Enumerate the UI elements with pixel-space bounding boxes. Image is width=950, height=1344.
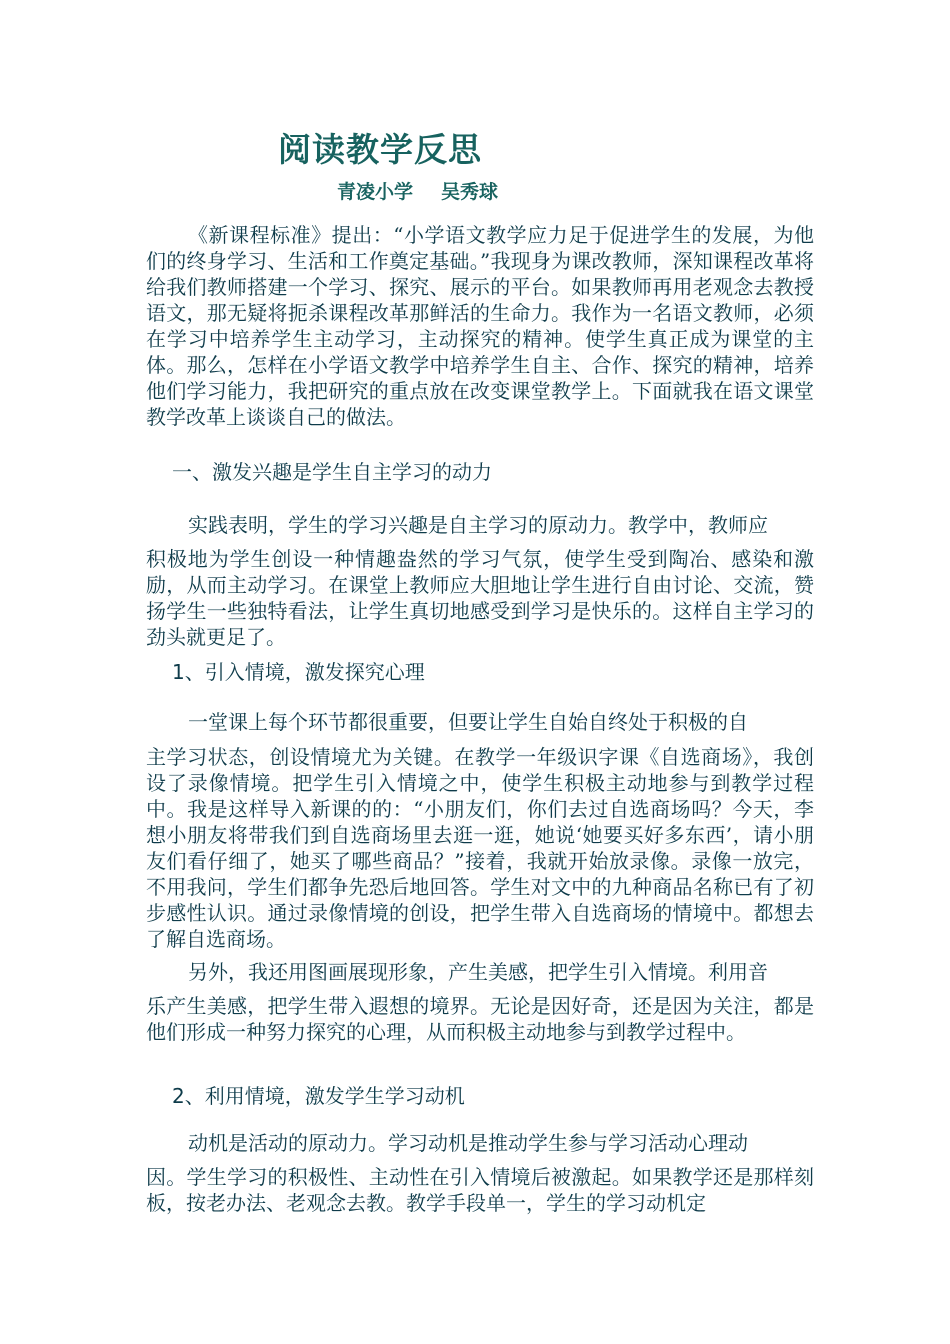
- paragraph-3-body: 主学习状态，创设情境尤为关键。在教学一年级识字课《自选商场》，我创设了录像情境。把学生引入情境之中，使学生积极主动地参与到教学过程中。我是这样导入新课的的：“小朋友们，你们去过自选商场吗？今天，李想小朋友将带我们到自选商场里去逛一逛，她说‘她要买好多东西’，请小朋友们看仔细了，她买了哪些商品？”接着，我就开始放录像。录像一放完，不用我问，学生们都争先恐后地回答。学生对文中的九种商品名称已有了初步感性认识。通过录像情境的创设，把学生带入自选商场的情境中。都想去了解自选商场。: [146, 745, 814, 951]
- paragraph-2-first-line: 实践表明，学生的学习兴趣是自主学习的原动力。教学中，教师应: [188, 513, 768, 537]
- author-school: 青凌小学: [337, 181, 414, 203]
- subsection-heading-2: 2、利用情境，激发学生学习动机: [172, 1084, 465, 1108]
- paragraph-4-first-line: 另外，我还用图画展现形象，产生美感，把学生引入情境。利用音: [188, 960, 768, 984]
- subsection-heading-1: 1、引入情境，激发探究心理: [172, 660, 425, 684]
- intro-paragraph: 《新课程标准》提出：“小学语文教学应力足于促进学生的发展，为他们的终身学习、生活和工作奠定基础。”我现身为课改教师，深知课程改革将给我们教师搭建一个学习、探究、展示的平台。如果教师再用老观念去教授语文，那无疑将扼杀课程改革那鲜活的生命力。我作为一名语文教师，必须在学习中培养学生主动学习，主动探究的精神。使学生真正成为课堂的主体。那么，怎样在小学语文教学中培养学生自主、合作、探究的精神，培养他们学习能力，我把研究的重点放在改变课堂教学上。下面就我在语文课堂教学改革上谈谈自己的做法。: [146, 223, 814, 429]
- author-name: 吴秀球: [441, 181, 499, 203]
- author-line: [337, 177, 498, 204]
- paragraph-3-first-line: 一堂课上每个环节都很重要，但要让学生自始自终处于积极的自: [188, 710, 748, 734]
- section-heading-1: 一、激发兴趣是学生自主学习的动力: [172, 460, 492, 484]
- document-title: 阅读教学反思: [278, 130, 482, 169]
- paragraph-4-body: 乐产生美感，把学生带入遐想的境界。无论是因好奇，还是因为关注，都是他们形成一种努力探究的心理，从而积极主动地参与到教学过程中。: [146, 994, 814, 1044]
- paragraph-5-body: 因。学生学习的积极性、主动性在引入情境后被激起。如果教学还是那样刻板，按老办法、老观念去教。教学手段单一，学生的学习动机定: [146, 1165, 814, 1215]
- paragraph-5-first-line: 动机是活动的原动力。学习动机是推动学生参与学习活动心理动: [188, 1131, 748, 1155]
- paragraph-2-body: 积极地为学生创设一种情趣盎然的学习气氛，使学生受到陶冶、感染和激励，从而主动学习。在课堂上教师应大胆地让学生进行自由讨论、交流，赞扬学生一些独特看法，让学生真切地感受到学习是快乐的。这样自主学习的劲头就更足了。: [146, 547, 814, 649]
